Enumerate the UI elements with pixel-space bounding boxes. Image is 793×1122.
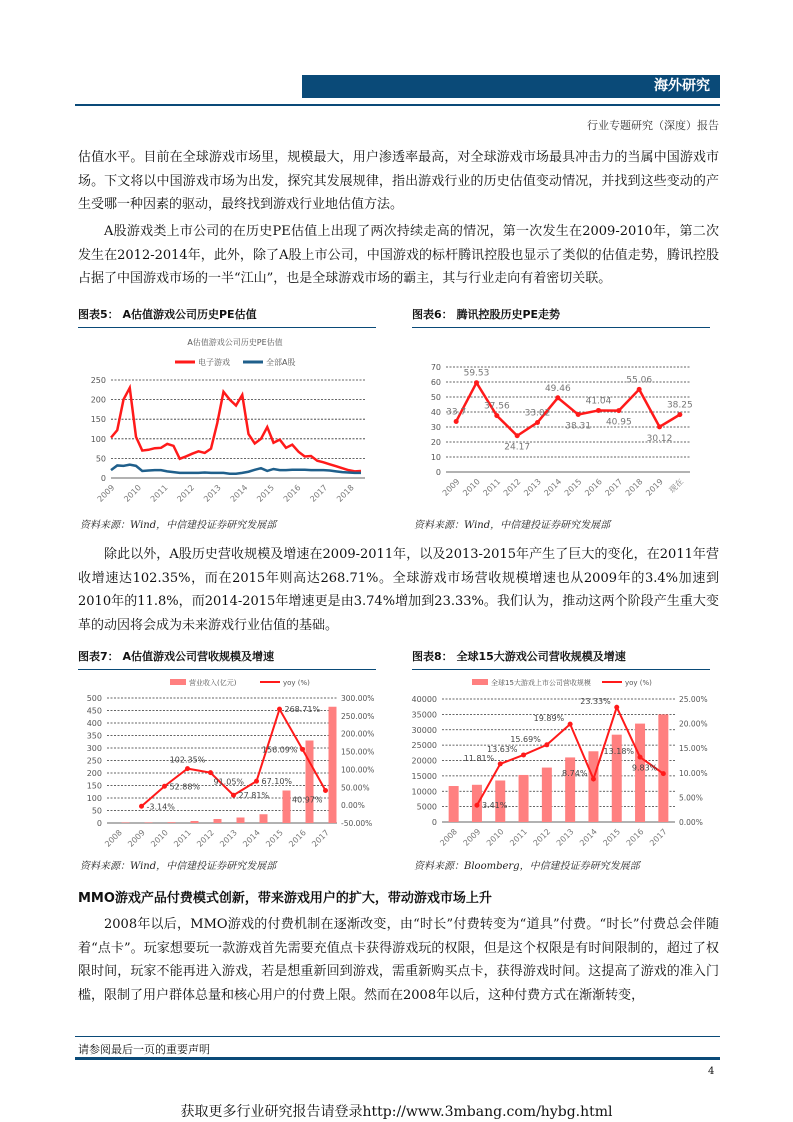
data-label: 37.56 (483, 401, 510, 412)
x-tick-label: 2013 (522, 477, 543, 498)
series-line (111, 465, 361, 474)
y2-tick-label: 25.00% (679, 695, 708, 704)
y2-tick-label: 50.00% (341, 783, 370, 793)
paragraph-3: 除此以外，A股历史营收规模及增速在2009-2011年，以及2013-2015年产生了巨大的变化，在2011年营收增速达102.35%，而在2015年则高达268.71%。全球游戏市场营收规模增速也从2009年的3.4%加速到2010年的11.8%，而2014-2015年增速更是由3.74%增加到23.33%。我们认为，推动这两个阶段产生重大变革的动因将会成为未来游戏行业估值的基础。 (78, 547, 719, 633)
x-tick-label: 2015 (601, 827, 623, 848)
promo-link[interactable]: 获取更多行业研究报告请登录http://www.3mbang.com/hybg.html (180, 1104, 613, 1120)
chart-a-share-revenue (75, 670, 385, 850)
x-tick-label: 2012 (501, 477, 523, 498)
chart-tencent-pe (410, 330, 710, 510)
x-tick-label: 2010 (122, 483, 144, 504)
x-tick-label: 2012 (531, 827, 553, 848)
section-band: 海外研究 (302, 75, 720, 98)
data-label: 33.02 (524, 408, 551, 419)
y-tick-label: 50 (430, 393, 441, 402)
y-tick-label: 50 (95, 454, 106, 464)
legend-swatch (472, 679, 488, 685)
data-label: 268.71% (284, 705, 321, 715)
y2-tick-label: 250.00% (341, 711, 375, 721)
data-point (494, 413, 499, 418)
y-tick-label: 0 (96, 819, 102, 828)
bar (565, 757, 575, 822)
data-point (591, 776, 596, 781)
data-point (454, 419, 459, 424)
bar (519, 775, 529, 822)
x-tick-label: 2016 (287, 828, 308, 849)
x-tick-label: 现在 (667, 477, 686, 495)
bar (145, 823, 153, 824)
bar (260, 814, 268, 823)
data-label: 23.33% (580, 697, 611, 707)
x-tick-label: 2011 (508, 827, 529, 848)
x-tick-label: 2010 (484, 827, 506, 848)
x-tick-label: 2010 (461, 477, 482, 498)
x-tick-label: 2010 (149, 828, 170, 849)
x-tick-label: 2009 (461, 827, 483, 848)
data-point (544, 742, 549, 747)
x-tick-label: 2008 (103, 828, 124, 849)
chart-a-share-pe (75, 330, 385, 510)
data-point (323, 788, 328, 793)
y-tick-label: 5000 (416, 802, 437, 812)
figure-5-title: 图表5： A估值游戏公司历史PE估值 (78, 306, 376, 328)
data-point (139, 804, 144, 809)
figure-7-title: 图表7： A估值游戏公司营收规模及增速 (78, 648, 376, 670)
y2-tick-label: 5.00% (679, 793, 703, 803)
bar (283, 791, 291, 824)
data-label: 102.35% (169, 755, 206, 765)
y-tick-label: 200 (86, 769, 102, 778)
bar (658, 714, 668, 822)
page-number: 4 (708, 1066, 715, 1077)
data-label: 33.7 (446, 407, 467, 418)
bar (588, 751, 598, 822)
x-tick-label: 2017 (603, 477, 625, 498)
section-heading: MMO游戏产品付费模式创新，带来游戏用户的扩大，带动游戏市场上升 (78, 891, 492, 906)
bar (214, 819, 222, 823)
data-point (657, 424, 662, 429)
legend-label: 全球15大游戏上市公司营收规模 (491, 679, 591, 687)
legend-label: yoy (%) (625, 679, 652, 687)
data-point (474, 380, 479, 385)
y-tick-label: 100 (90, 434, 106, 444)
data-label: 9.83% (631, 763, 658, 773)
legend-label: yoy (%) (283, 679, 310, 687)
x-tick-label: 2016 (583, 477, 604, 498)
x-tick-label: 2013 (202, 483, 223, 504)
bar (237, 818, 245, 824)
y-tick-label: 10000 (411, 787, 437, 797)
series-line (111, 388, 361, 471)
data-label: 15.69% (510, 734, 541, 744)
data-point (474, 803, 479, 808)
x-tick-label: 2016 (281, 483, 303, 504)
data-label: 13.18% (603, 747, 635, 757)
x-tick-label: 2018 (623, 477, 645, 498)
y-tick-label: 250 (90, 376, 106, 385)
figure-6-source: 资料来源：Wind，中信建投证券研究发展部 (414, 520, 611, 531)
y-tick-label: 300 (86, 744, 102, 753)
y-tick-label: 40000 (411, 695, 437, 704)
figure-6-title: 图表6： 腾讯控股历史PE走势 (412, 306, 710, 328)
y-tick-label: 30000 (411, 725, 437, 735)
y2-tick-label: 15.00% (679, 744, 708, 754)
data-point (535, 420, 540, 425)
x-tick-label: 2014 (241, 828, 262, 849)
data-point (614, 705, 619, 710)
bar (449, 786, 459, 822)
y-tick-label: 100 (86, 794, 102, 803)
data-label: 40.95 (605, 417, 632, 428)
legend-label: 电子游戏 (198, 358, 230, 367)
x-tick-label: 2009 (126, 828, 147, 849)
y-tick-label: 450 (86, 706, 102, 716)
data-point (677, 412, 682, 417)
bar (542, 768, 552, 822)
y-tick-label: 500 (86, 694, 102, 703)
chart-global-revenue (410, 670, 710, 850)
data-label: 38.31 (565, 421, 592, 432)
data-label: 67.10% (261, 777, 293, 787)
x-tick-label: 2011 (481, 477, 503, 498)
bar (329, 707, 337, 823)
data-point (185, 766, 190, 771)
y2-tick-label: 100.00% (341, 765, 375, 775)
bar (168, 822, 176, 823)
report-type: 行业专题研究（深度）报告 (587, 119, 719, 132)
data-label: 13.63% (487, 744, 518, 754)
y-tick-label: 150 (90, 415, 106, 425)
paragraph-2: A股游戏类上市公司的在历史PE估值上出现了两次持续走高的情况，第一次发生在2009-2010年，第二次发生在2012-2014年，此外，除了A股上市公司，中国游戏的标杆腾讯控股也显示了类似的估值走势，腾讯控股占据了中国游戏市场的一半“江山”，也是全球游戏市场的霸主，其与行业走向有着密切关联。 (78, 224, 719, 286)
x-tick-label: 2011 (148, 483, 170, 504)
y-tick-label: 15000 (411, 771, 437, 781)
y2-tick-label: 10.00% (679, 768, 708, 778)
bar (306, 741, 314, 824)
footer-thick-divider (75, 1057, 720, 1060)
y-tick-label: 150 (86, 781, 102, 791)
x-tick-label: 2017 (310, 828, 331, 849)
data-label: 19.89% (533, 714, 565, 724)
disclaimer-note: 请参阅最后一页的重要声明 (78, 1043, 210, 1056)
data-label: 52.88% (169, 782, 201, 792)
data-point (596, 408, 601, 413)
data-label: 3.41% (481, 801, 508, 811)
x-tick-label: 2009 (440, 477, 462, 498)
x-tick-label: 2017 (308, 483, 330, 504)
paragraph-4: 2008年以后，MMO游戏的付费机制在逐渐改变，由“时长”付费转变为“道具”付费。“时长”付费总会伴随着“点卡”。玩家想要玩一款游戏首先需要充值点卡获得游戏玩的权限，但是这个权限是有时间限制的，超过了权限时间，玩家不能再进入游戏，若是想重新回到游戏，需重新购买点卡，获得游戏时间。这提高了游戏的准入门槛，限制了用户群体总量和核心用户的付费上限。然而在2008年以后，这种付费方式在渐渐转变， (78, 917, 719, 1003)
data-point (498, 761, 503, 766)
legend-label: 营业收入(亿元) (189, 679, 237, 687)
y-tick-label: 20000 (411, 756, 437, 766)
y2-tick-label: 20.00% (679, 719, 708, 729)
data-label: 8.74% (562, 768, 588, 778)
x-tick-label: 2011 (172, 828, 193, 849)
data-point (277, 707, 282, 712)
y-tick-label: 70 (430, 363, 441, 372)
data-point (661, 771, 666, 776)
data-label: 41.04 (585, 396, 612, 407)
y-tick-label: 350 (86, 731, 102, 741)
data-point (521, 752, 526, 757)
x-tick-label: 2014 (228, 483, 250, 504)
data-point (231, 793, 236, 798)
data-label: 59.53 (463, 368, 490, 379)
data-label: 38.25 (666, 400, 693, 411)
header-divider (75, 104, 720, 106)
y-tick-label: 10 (430, 453, 441, 462)
x-tick-label: 2012 (175, 483, 197, 504)
footer-divider (75, 1036, 720, 1037)
data-point (638, 755, 643, 760)
figure-8-title: 图表8： 全球15大游戏公司营收规模及增速 (412, 648, 710, 670)
data-point (568, 722, 573, 727)
data-label: 91.05% (213, 777, 245, 787)
data-label: 11.81% (463, 753, 495, 763)
y-tick-label: 40 (430, 408, 441, 417)
data-point (616, 408, 621, 413)
data-label: 49.46 (544, 383, 571, 394)
legend-label: 全部A股 (266, 358, 296, 367)
data-point (515, 433, 520, 438)
x-tick-label: 2016 (624, 827, 646, 848)
x-tick-label: 2014 (542, 477, 564, 498)
y-tick-label: 25000 (411, 741, 437, 751)
chart-title: A估值游戏公司历史PE估值 (187, 338, 283, 347)
y-tick-label: 250 (86, 756, 102, 766)
data-point (300, 747, 305, 752)
x-tick-label: 2018 (335, 483, 356, 504)
x-tick-label: 2015 (562, 477, 584, 498)
y2-tick-label: 300.00% (341, 694, 375, 703)
data-label: 40.97% (291, 795, 323, 805)
x-tick-label: 2019 (644, 477, 665, 498)
figure-8-source: 资料来源：Bloomberg，中信建投证券研究发展部 (414, 861, 640, 872)
x-tick-label: 2017 (648, 827, 669, 848)
bar (191, 821, 199, 823)
figure-5-source: 资料来源：Wind，中信建投证券研究发展部 (80, 520, 277, 531)
y-tick-label: 0 (435, 468, 441, 477)
bar (122, 823, 130, 824)
y2-tick-label: -50.00% (341, 819, 373, 828)
x-tick-label: 2012 (195, 828, 216, 849)
x-tick-label: 2015 (264, 828, 285, 849)
data-point (254, 779, 259, 784)
y-tick-label: 50 (91, 806, 102, 816)
x-tick-label: 2013 (554, 827, 576, 848)
bar (635, 724, 645, 822)
y2-tick-label: 200.00% (341, 729, 375, 739)
y-tick-label: 400 (86, 719, 102, 728)
y-tick-label: 30 (430, 423, 441, 432)
data-point (637, 387, 642, 392)
data-label: 30.12 (646, 433, 673, 444)
y-tick-label: 200 (90, 395, 106, 405)
paragraph-1: 估值水平。目前在全球游戏市场里，规模最大，用户渗透率最高，对全球游戏市场最具冲击力的当属中国游戏市场。下文将以中国游戏市场为出发，探究其发展规律，指出游戏行业的历史估值变动情况，并找到这些变动的产生受哪一种因素的驱动，最终找到游戏行业地估值方法。 (78, 150, 719, 212)
y-tick-label: 35000 (411, 710, 437, 720)
x-tick-label: 2013 (218, 828, 239, 849)
data-point (576, 412, 581, 417)
x-tick-label: 2015 (255, 483, 276, 504)
data-label: -3.14% (146, 802, 175, 812)
legend-swatch (170, 679, 186, 685)
y-tick-label: 0 (431, 818, 437, 827)
x-tick-label: 2014 (578, 827, 599, 848)
y-tick-label: 60 (430, 378, 441, 387)
y2-tick-label: 150.00% (341, 747, 375, 757)
x-tick-label: 2008 (438, 827, 460, 848)
data-label: 55.06 (626, 375, 653, 386)
x-tick-label: 2009 (95, 483, 117, 504)
data-point (162, 784, 167, 789)
figure-7-source: 资料来源：Wind，中信建投证券研究发展部 (80, 861, 277, 872)
y2-tick-label: 0.00% (679, 818, 703, 827)
data-label: 27.81% (238, 791, 270, 801)
y-tick-label: 0 (100, 474, 106, 483)
data-label: 24.17 (504, 442, 531, 453)
y2-tick-label: 0.00% (341, 801, 365, 811)
y-tick-label: 20 (430, 438, 441, 447)
data-point (555, 395, 560, 400)
data-label: 156.09% (261, 745, 298, 755)
data-point (208, 770, 213, 775)
